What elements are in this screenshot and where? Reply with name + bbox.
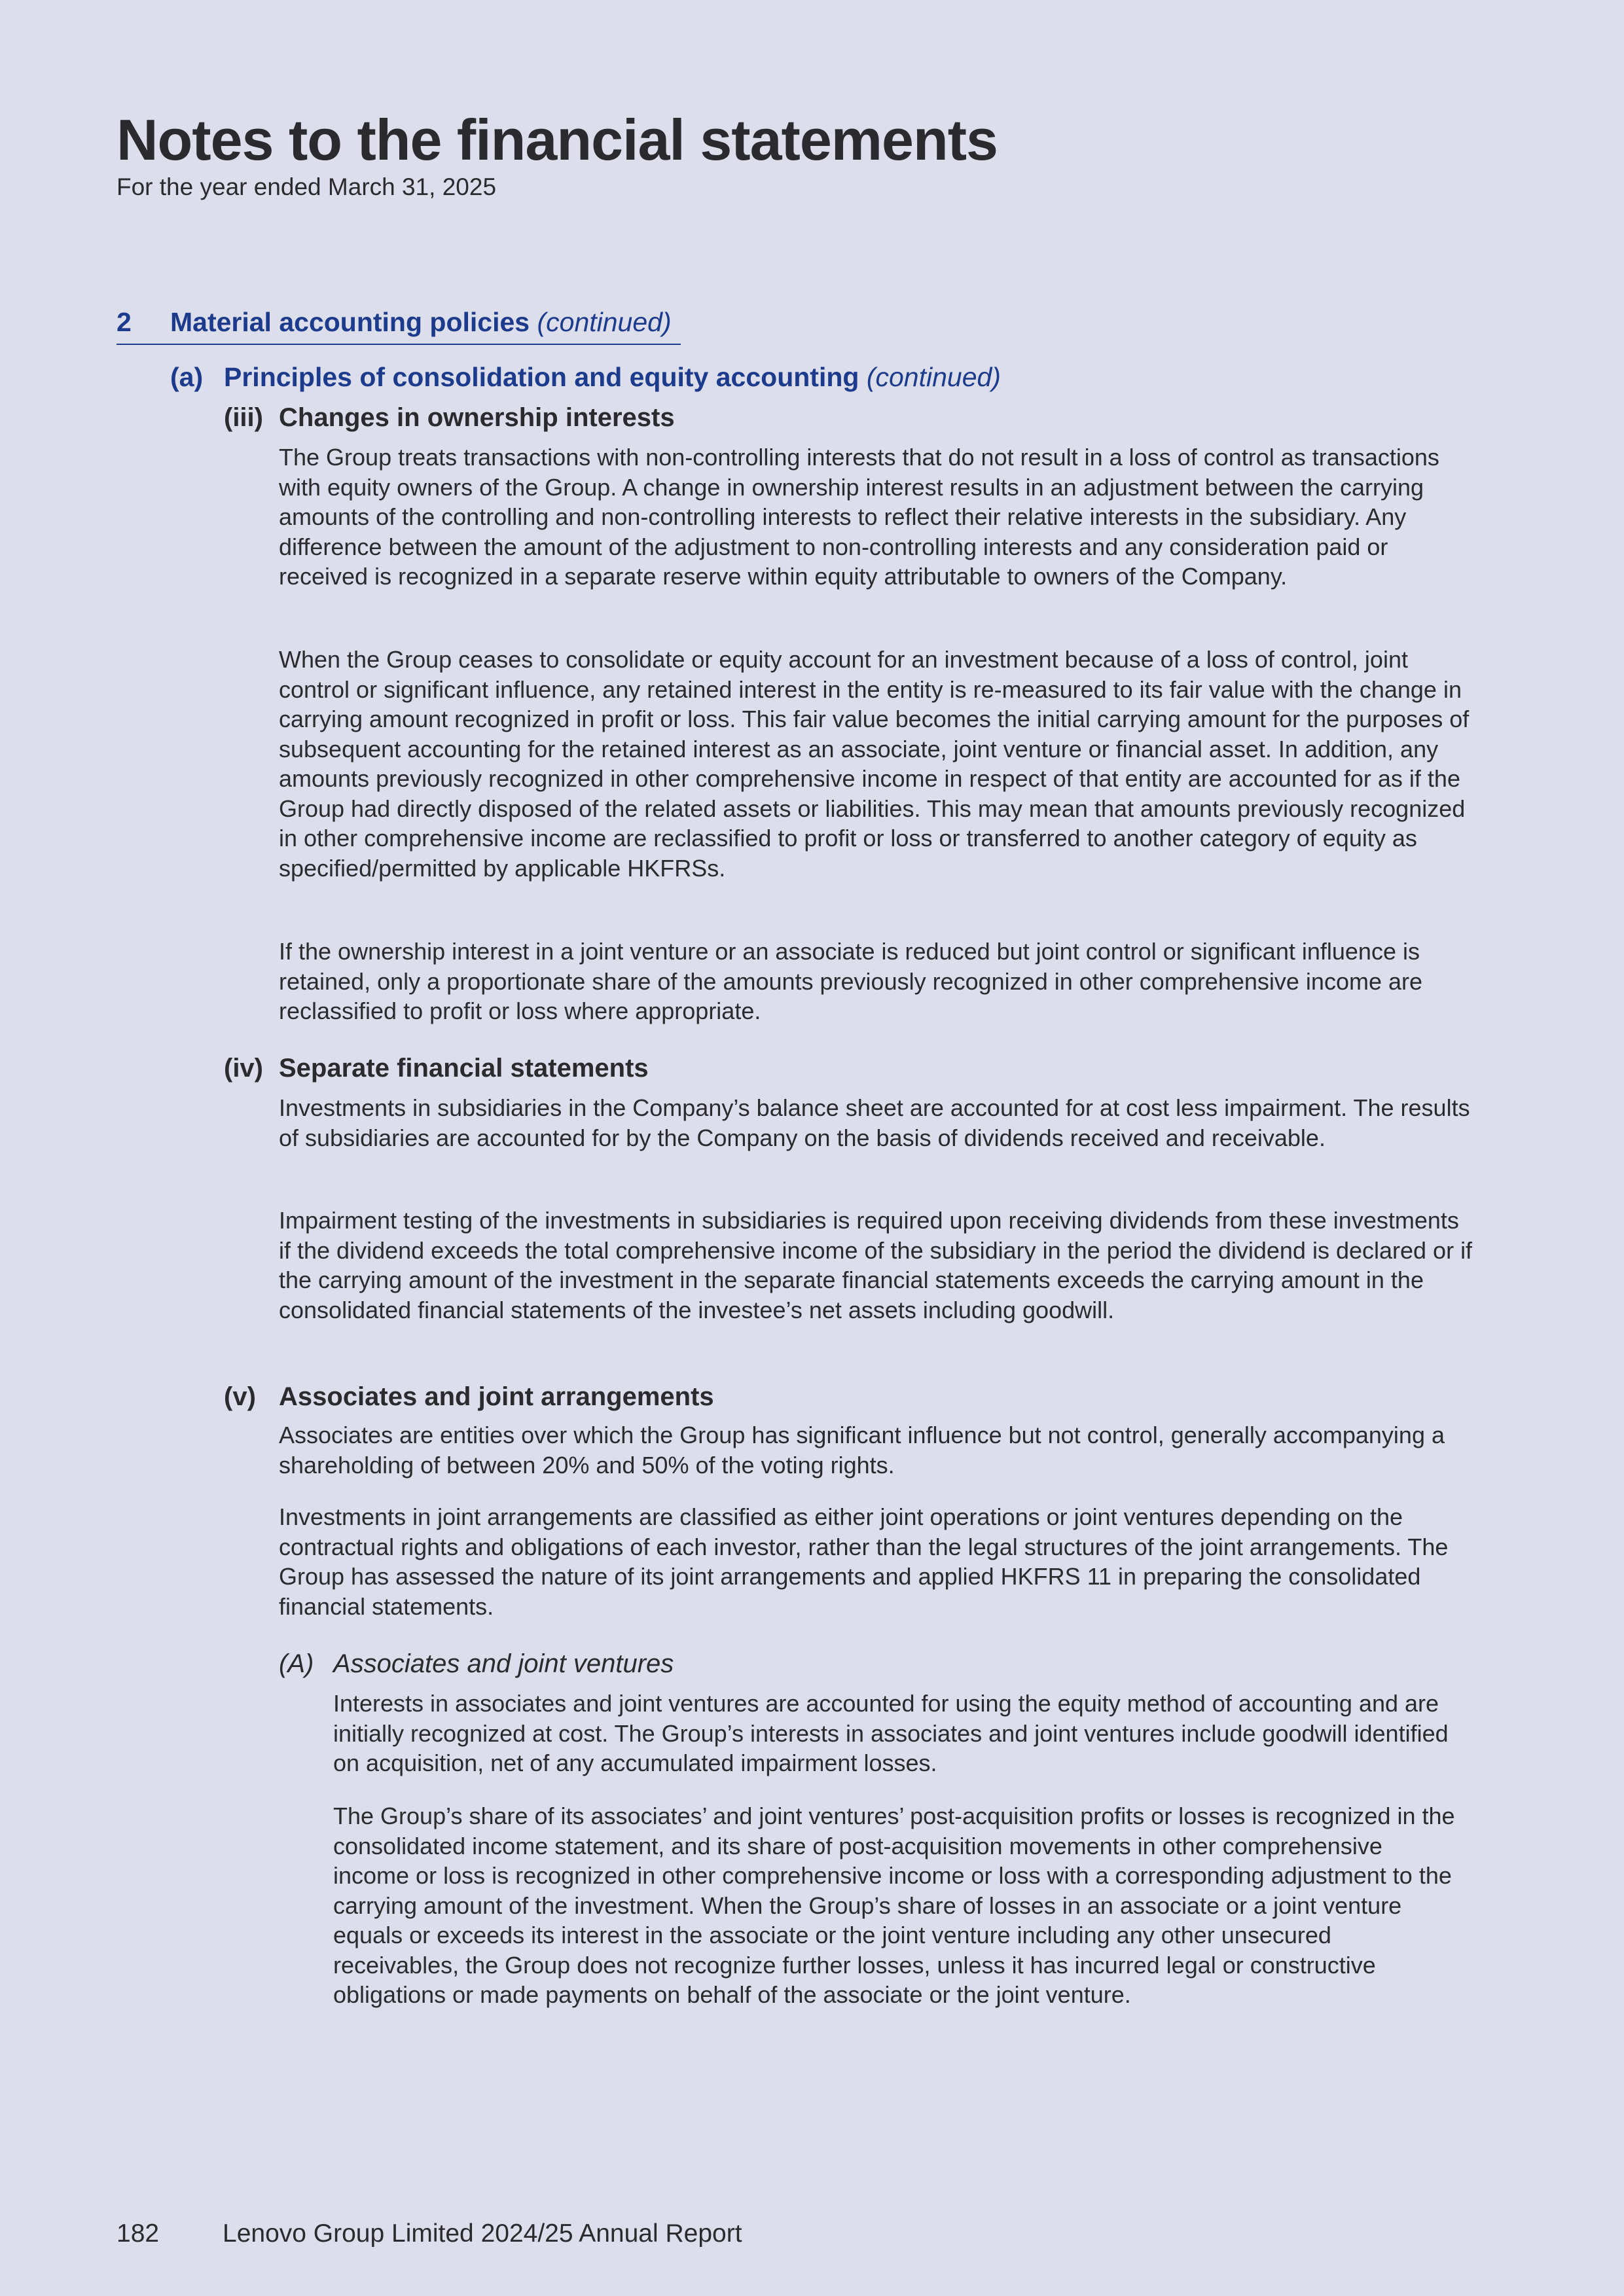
page-footer [117, 2219, 742, 2250]
subsection-continued: (continued) [866, 362, 1001, 392]
item-iii-paragraph-1: The Group treats transactions with non-controlling interests that do not result in a loss of control as transactions with equity owners of the Group. A change in ownership interest results in an adjustment between the carrying amounts of the controlling and non-controlling interests to reflect their relative interests in the subsidiary. Any difference between the amount of the adjustment to non-controlling interests and any consideration paid or received is recognized in a separate reserve within equity attributable to owners of the Company. [279, 444, 1439, 590]
report-name: Lenovo Group Limited 2024/25 Annual Report [223, 2219, 742, 2248]
item-v-paragraph-1: Associates are entities over which the Group has significant influence but not control, generally accompanying a shareholding of between 20% and 50% of the voting rights. [279, 1422, 1445, 1479]
item-iii-title: Changes in ownership interests [279, 403, 675, 432]
subsection-title: Principles of consolidation and equity accounting [224, 362, 859, 392]
sub-a-label: (A) [279, 1649, 314, 1678]
section-number: 2 [117, 307, 132, 337]
item-iv-heading [224, 1052, 649, 1084]
item-v-title: Associates and joint arrangements [279, 1382, 714, 1411]
sub-a-paragraph-2: The Group’s share of its associates’ and joint ventures’ post-acquisition profits or losses is recognized in the consolidated income statement, and its share of post-acquisition movements in other comprehensive income or loss is recognized in other comprehensive income or loss with a corresponding adjustment to the carrying amount of the investment. When the Group’s share of losses in an associate or a joint venture equals or exceeds its interest in the associate or the joint venture including any other unsecured receivables, the Group does not recognize further losses, unless it has incurred legal or constructive obligations or made payments on behalf of the associate or the joint venture. [333, 1803, 1455, 2008]
item-iv-paragraph-2: Impairment testing of the investments in subsidiaries is required upon receiving dividends from these investments if the dividend exceeds the total comprehensive income of the subsidiary in the period the dividend is declared or if the carrying amount of the investment in the separate financial statements exceeds the carrying amount in the consolidated financial statements of the investee’s net assets including goodwill. [279, 1207, 1473, 1323]
item-iv-paragraph-1: Investments in subsidiaries in the Company’s balance sheet are accounted for at cost less impairment. The results of subsidiaries are accounted for by the Company on the basis of dividends received and receivable. [279, 1094, 1470, 1151]
item-iii-paragraph-2: When the Group ceases to consolidate or equity account for an investment because of a loss of control, joint control or significant influence, any retained interest in the entity is re-measured to its fair value with the change in carrying amount recognized in profit or loss. This fair value becomes the initial carrying amount for the purposes of subsequent accounting for the retained interest as an associate, joint venture or financial asset. In addition, any amounts previously recognized in other comprehensive income in respect of that entity are accounted for as if the Group had directly disposed of the related assets or liabilities. This may mean that amounts previously recognized in other comprehensive income are reclassified to profit or loss or transferred to another category of equity as specified/permitted by applicable HKFRSs. [279, 646, 1470, 882]
item-iii-heading [224, 402, 675, 433]
page-title: Notes to the financial statements [117, 107, 998, 172]
sub-a-heading [279, 1648, 674, 1679]
subsection-label: (a) [170, 362, 204, 392]
item-iii-label: (iii) [224, 403, 263, 432]
sub-a-title: Associates and joint ventures [333, 1649, 674, 1678]
section-heading [117, 306, 681, 345]
page-number: 182 [117, 2219, 160, 2248]
subsection-heading [170, 361, 1001, 393]
section-continued: (continued) [537, 307, 672, 337]
item-v-heading [224, 1381, 714, 1412]
item-iv-title: Separate financial statements [279, 1054, 649, 1083]
item-iii-paragraph-3: If the ownership interest in a joint venture or an associate is reduced but joint control or significant influence is retained, only a proportionate share of the amounts previously recognized in other comprehensive income are reclassified to profit or loss where appropriate. [279, 938, 1423, 1024]
item-v-label: (v) [224, 1382, 256, 1411]
item-v-paragraph-2: Investments in joint arrangements are classified as either joint operations or joint ventures depending on the contractual rights and obligations of each investor, rather than the legal structures of the joint arrangements. The Group has assessed the nature of its joint arrangements and applied HKFRS 11 in preparing the consolidated financial statements. [279, 1503, 1449, 1620]
item-iv-label: (iv) [224, 1054, 263, 1083]
page-subtitle: For the year ended March 31, 2025 [117, 173, 497, 200]
sub-a-paragraph-1: Interests in associates and joint ventures are accounted for using the equity method of accounting and are initially recognized at cost. The Group’s interests in associates and joint ventures include goodwill identified on acquisition, net of any accumulated impairment losses. [333, 1690, 1449, 1776]
section-title: Material accounting policies [170, 307, 530, 337]
